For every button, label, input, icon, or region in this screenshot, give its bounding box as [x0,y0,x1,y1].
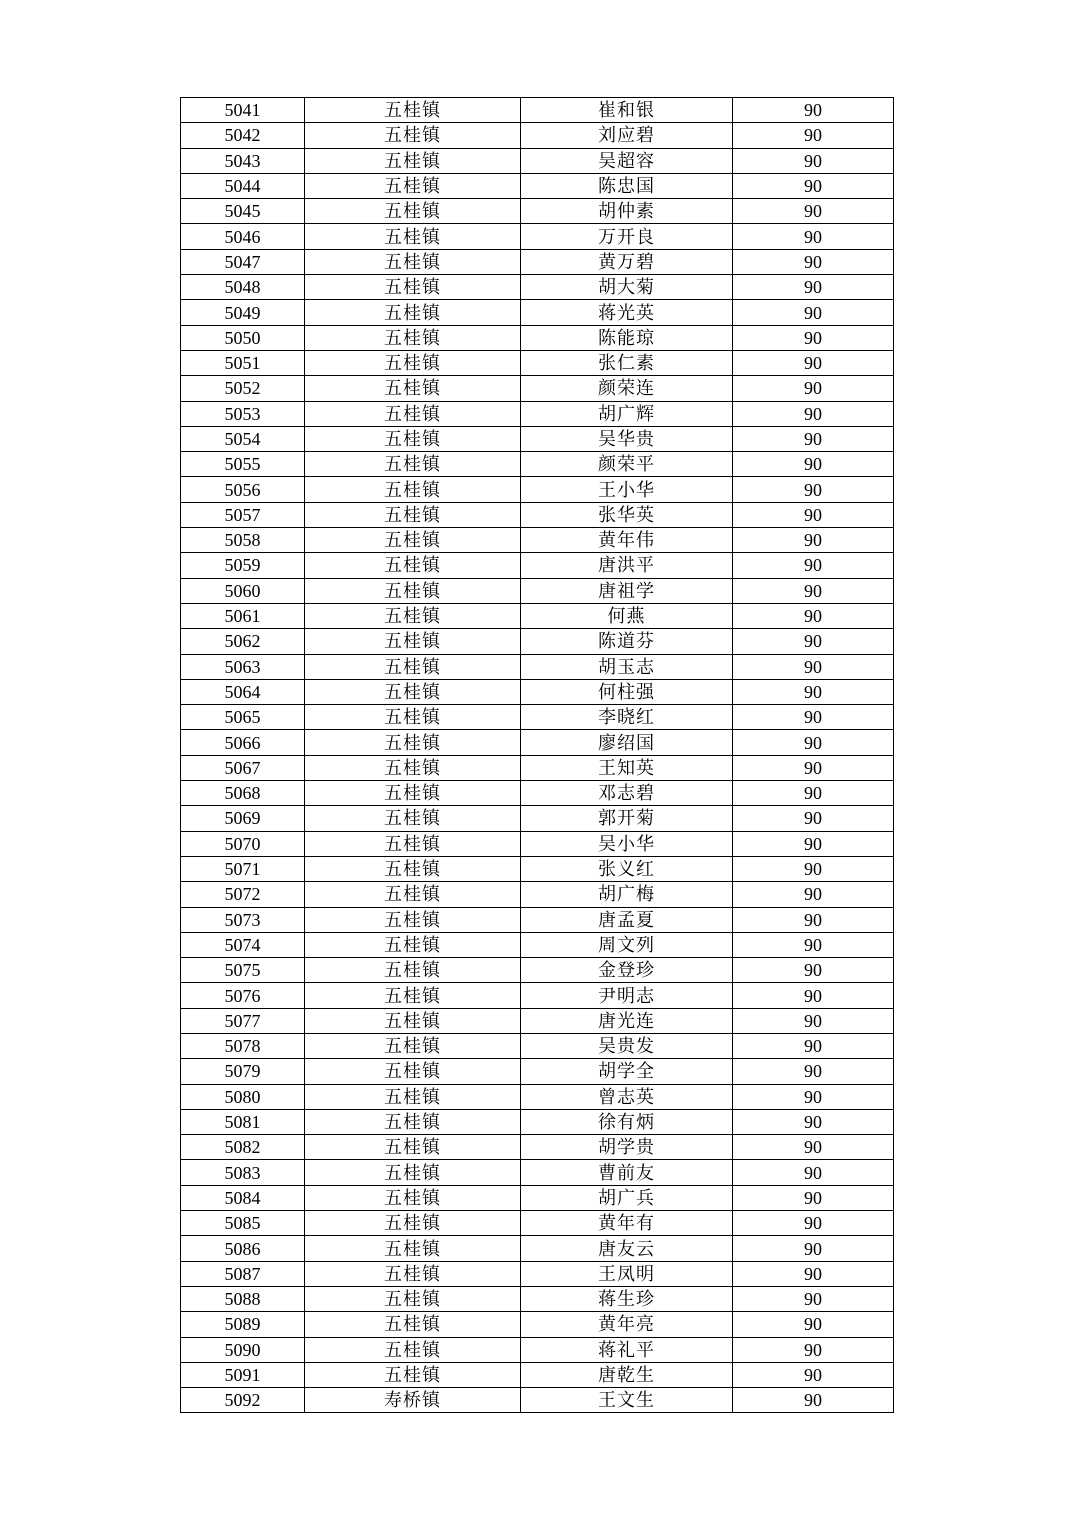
person-name-cell: 蒋礼平 [521,1337,733,1362]
value-cell: 90 [733,578,894,603]
value-cell: 90 [733,553,894,578]
row-number-cell: 5065 [181,705,305,730]
person-name-cell: 王知英 [521,755,733,780]
row-number-cell: 5067 [181,755,305,780]
town-cell: 五桂镇 [305,1033,521,1058]
person-name-cell: 崔和银 [521,98,733,123]
table-row [181,629,894,654]
town-cell: 五桂镇 [305,755,521,780]
table-row [181,528,894,553]
town-cell: 五桂镇 [305,123,521,148]
value-cell: 90 [733,1008,894,1033]
person-name-cell: 周文列 [521,932,733,957]
table-row [181,806,894,831]
value-cell: 90 [733,705,894,730]
value-cell: 90 [733,1059,894,1084]
table-row [181,603,894,628]
town-cell: 五桂镇 [305,1362,521,1387]
person-name-cell: 王文生 [521,1388,733,1413]
row-number-cell: 5076 [181,983,305,1008]
value-cell: 90 [733,528,894,553]
table-row [181,983,894,1008]
row-number-cell: 5088 [181,1286,305,1311]
value-cell: 90 [733,932,894,957]
town-cell: 五桂镇 [305,325,521,350]
person-name-cell: 吴超容 [521,148,733,173]
row-number-cell: 5066 [181,730,305,755]
value-cell: 90 [733,1160,894,1185]
value-cell: 90 [733,148,894,173]
town-cell: 五桂镇 [305,1135,521,1160]
row-number-cell: 5059 [181,553,305,578]
town-cell: 五桂镇 [305,1109,521,1134]
town-cell: 五桂镇 [305,1008,521,1033]
table-row [181,426,894,451]
row-number-cell: 5090 [181,1337,305,1362]
table-row [181,325,894,350]
table-row [181,1135,894,1160]
value-cell: 90 [733,1337,894,1362]
town-cell: 五桂镇 [305,502,521,527]
row-number-cell: 5072 [181,882,305,907]
town-cell: 五桂镇 [305,1337,521,1362]
person-name-cell: 吴贵发 [521,1033,733,1058]
town-cell: 五桂镇 [305,300,521,325]
row-number-cell: 5042 [181,123,305,148]
table-row [181,654,894,679]
town-cell: 五桂镇 [305,679,521,704]
table-row [181,275,894,300]
value-cell: 90 [733,983,894,1008]
table-row [181,249,894,274]
person-name-cell: 刘应碧 [521,123,733,148]
value-cell: 90 [733,199,894,224]
table-row [181,907,894,932]
row-number-cell: 5058 [181,528,305,553]
person-name-cell: 何柱强 [521,679,733,704]
value-cell: 90 [733,275,894,300]
row-number-cell: 5061 [181,603,305,628]
town-cell: 五桂镇 [305,98,521,123]
row-number-cell: 5069 [181,806,305,831]
town-cell: 五桂镇 [305,705,521,730]
table-row [181,224,894,249]
table-row [181,1059,894,1084]
row-number-cell: 5082 [181,1135,305,1160]
table-row [181,755,894,780]
person-name-cell: 万开良 [521,224,733,249]
data-table [180,97,894,1413]
town-cell: 五桂镇 [305,578,521,603]
table-row [181,932,894,957]
value-cell: 90 [733,1109,894,1134]
row-number-cell: 5055 [181,452,305,477]
value-cell: 90 [733,806,894,831]
value-cell: 90 [733,401,894,426]
person-name-cell: 唐光连 [521,1008,733,1033]
value-cell: 90 [733,755,894,780]
town-cell: 五桂镇 [305,907,521,932]
value-cell: 90 [733,1261,894,1286]
table-row [181,730,894,755]
table-row [181,1337,894,1362]
table-row [181,1160,894,1185]
person-name-cell: 张义红 [521,856,733,881]
table-row [181,502,894,527]
row-number-cell: 5041 [181,98,305,123]
value-cell: 90 [733,325,894,350]
value-cell: 90 [733,654,894,679]
table-row [181,173,894,198]
person-name-cell: 胡广辉 [521,401,733,426]
person-name-cell: 陈道芬 [521,629,733,654]
value-cell: 90 [733,350,894,375]
table-row [181,401,894,426]
table-row [181,1211,894,1236]
table-row [181,1286,894,1311]
value-cell: 90 [733,224,894,249]
row-number-cell: 5084 [181,1185,305,1210]
row-number-cell: 5075 [181,958,305,983]
value-cell: 90 [733,907,894,932]
town-cell: 五桂镇 [305,603,521,628]
person-name-cell: 陈能琼 [521,325,733,350]
table-row [181,199,894,224]
row-number-cell: 5047 [181,249,305,274]
value-cell: 90 [733,477,894,502]
row-number-cell: 5079 [181,1059,305,1084]
town-cell: 寿桥镇 [305,1388,521,1413]
town-cell: 五桂镇 [305,932,521,957]
table-row [181,679,894,704]
table-row [181,1185,894,1210]
person-name-cell: 黄年亮 [521,1312,733,1337]
person-name-cell: 陈忠国 [521,173,733,198]
person-name-cell: 唐洪平 [521,553,733,578]
row-number-cell: 5044 [181,173,305,198]
town-cell: 五桂镇 [305,781,521,806]
person-name-cell: 唐孟夏 [521,907,733,932]
table-row [181,1261,894,1286]
row-number-cell: 5071 [181,856,305,881]
person-name-cell: 唐乾生 [521,1362,733,1387]
row-number-cell: 5080 [181,1084,305,1109]
table-row [181,578,894,603]
town-cell: 五桂镇 [305,1236,521,1261]
town-cell: 五桂镇 [305,1261,521,1286]
row-number-cell: 5060 [181,578,305,603]
person-name-cell: 吴华贵 [521,426,733,451]
person-name-cell: 黄年有 [521,1211,733,1236]
table-row [181,300,894,325]
person-name-cell: 胡学贵 [521,1135,733,1160]
row-number-cell: 5068 [181,781,305,806]
value-cell: 90 [733,173,894,198]
value-cell: 90 [733,1388,894,1413]
row-number-cell: 5052 [181,376,305,401]
person-name-cell: 尹明志 [521,983,733,1008]
value-cell: 90 [733,98,894,123]
person-name-cell: 唐祖学 [521,578,733,603]
town-cell: 五桂镇 [305,148,521,173]
row-number-cell: 5050 [181,325,305,350]
person-name-cell: 郭开菊 [521,806,733,831]
town-cell: 五桂镇 [305,173,521,198]
table-row [181,781,894,806]
person-name-cell: 张华英 [521,502,733,527]
town-cell: 五桂镇 [305,629,521,654]
value-cell: 90 [733,1286,894,1311]
person-name-cell: 邓志碧 [521,781,733,806]
value-cell: 90 [733,1362,894,1387]
value-cell: 90 [733,1084,894,1109]
person-name-cell: 颜荣连 [521,376,733,401]
row-number-cell: 5063 [181,654,305,679]
person-name-cell: 王凤明 [521,1261,733,1286]
row-number-cell: 5078 [181,1033,305,1058]
row-number-cell: 5089 [181,1312,305,1337]
table-row [181,1109,894,1134]
row-number-cell: 5043 [181,148,305,173]
row-number-cell: 5087 [181,1261,305,1286]
table-body [181,98,894,1413]
town-cell: 五桂镇 [305,199,521,224]
town-cell: 五桂镇 [305,1059,521,1084]
town-cell: 五桂镇 [305,1160,521,1185]
table-row [181,1312,894,1337]
row-number-cell: 5081 [181,1109,305,1134]
town-cell: 五桂镇 [305,426,521,451]
person-name-cell: 胡学全 [521,1059,733,1084]
person-name-cell: 王小华 [521,477,733,502]
value-cell: 90 [733,831,894,856]
town-cell: 五桂镇 [305,983,521,1008]
town-cell: 五桂镇 [305,806,521,831]
row-number-cell: 5051 [181,350,305,375]
town-cell: 五桂镇 [305,1084,521,1109]
town-cell: 五桂镇 [305,224,521,249]
table-row [181,1236,894,1261]
person-name-cell: 颜荣平 [521,452,733,477]
town-cell: 五桂镇 [305,958,521,983]
value-cell: 90 [733,1185,894,1210]
row-number-cell: 5056 [181,477,305,502]
town-cell: 五桂镇 [305,528,521,553]
person-name-cell: 李晓红 [521,705,733,730]
table-row [181,856,894,881]
row-number-cell: 5086 [181,1236,305,1261]
value-cell: 90 [733,1312,894,1337]
row-number-cell: 5045 [181,199,305,224]
person-name-cell: 蒋光英 [521,300,733,325]
town-cell: 五桂镇 [305,477,521,502]
value-cell: 90 [733,452,894,477]
row-number-cell: 5048 [181,275,305,300]
row-number-cell: 5077 [181,1008,305,1033]
row-number-cell: 5064 [181,679,305,704]
person-name-cell: 黄年伟 [521,528,733,553]
town-cell: 五桂镇 [305,249,521,274]
value-cell: 90 [733,781,894,806]
table-row [181,1388,894,1413]
town-cell: 五桂镇 [305,376,521,401]
value-cell: 90 [733,376,894,401]
value-cell: 90 [733,426,894,451]
town-cell: 五桂镇 [305,401,521,426]
value-cell: 90 [733,249,894,274]
town-cell: 五桂镇 [305,1211,521,1236]
person-name-cell: 曹前友 [521,1160,733,1185]
value-cell: 90 [733,1135,894,1160]
table-row [181,882,894,907]
row-number-cell: 5054 [181,426,305,451]
person-name-cell: 蒋生珍 [521,1286,733,1311]
town-cell: 五桂镇 [305,452,521,477]
person-name-cell: 张仁素 [521,350,733,375]
town-cell: 五桂镇 [305,856,521,881]
person-name-cell: 胡玉志 [521,654,733,679]
town-cell: 五桂镇 [305,1185,521,1210]
value-cell: 90 [733,1236,894,1261]
row-number-cell: 5057 [181,502,305,527]
town-cell: 五桂镇 [305,882,521,907]
table-row [181,477,894,502]
value-cell: 90 [733,679,894,704]
value-cell: 90 [733,300,894,325]
table-row [181,452,894,477]
table-row [181,148,894,173]
row-number-cell: 5091 [181,1362,305,1387]
row-number-cell: 5083 [181,1160,305,1185]
row-number-cell: 5092 [181,1388,305,1413]
town-cell: 五桂镇 [305,1286,521,1311]
person-name-cell: 徐有炳 [521,1109,733,1134]
table-row [181,1008,894,1033]
table-row [181,98,894,123]
row-number-cell: 5062 [181,629,305,654]
value-cell: 90 [733,1211,894,1236]
row-number-cell: 5074 [181,932,305,957]
person-name-cell: 胡广梅 [521,882,733,907]
row-number-cell: 5073 [181,907,305,932]
table-row [181,350,894,375]
row-number-cell: 5046 [181,224,305,249]
value-cell: 90 [733,629,894,654]
person-name-cell: 唐友云 [521,1236,733,1261]
person-name-cell: 金登珍 [521,958,733,983]
table-row [181,705,894,730]
row-number-cell: 5049 [181,300,305,325]
town-cell: 五桂镇 [305,730,521,755]
town-cell: 五桂镇 [305,275,521,300]
table-row [181,123,894,148]
table-row [181,553,894,578]
person-name-cell: 曾志英 [521,1084,733,1109]
town-cell: 五桂镇 [305,654,521,679]
table-row [181,831,894,856]
person-name-cell: 何燕 [521,603,733,628]
table-row [181,1362,894,1387]
town-cell: 五桂镇 [305,350,521,375]
table-row [181,1033,894,1058]
town-cell: 五桂镇 [305,1312,521,1337]
value-cell: 90 [733,882,894,907]
value-cell: 90 [733,502,894,527]
person-name-cell: 黄万碧 [521,249,733,274]
value-cell: 90 [733,123,894,148]
person-name-cell: 胡大菊 [521,275,733,300]
table-row [181,958,894,983]
town-cell: 五桂镇 [305,553,521,578]
row-number-cell: 5085 [181,1211,305,1236]
person-name-cell: 吴小华 [521,831,733,856]
town-cell: 五桂镇 [305,831,521,856]
person-name-cell: 胡仲素 [521,199,733,224]
value-cell: 90 [733,603,894,628]
value-cell: 90 [733,856,894,881]
value-cell: 90 [733,1033,894,1058]
value-cell: 90 [733,730,894,755]
value-cell: 90 [733,958,894,983]
row-number-cell: 5070 [181,831,305,856]
row-number-cell: 5053 [181,401,305,426]
person-name-cell: 廖绍国 [521,730,733,755]
table-row [181,376,894,401]
person-name-cell: 胡广兵 [521,1185,733,1210]
table-row [181,1084,894,1109]
